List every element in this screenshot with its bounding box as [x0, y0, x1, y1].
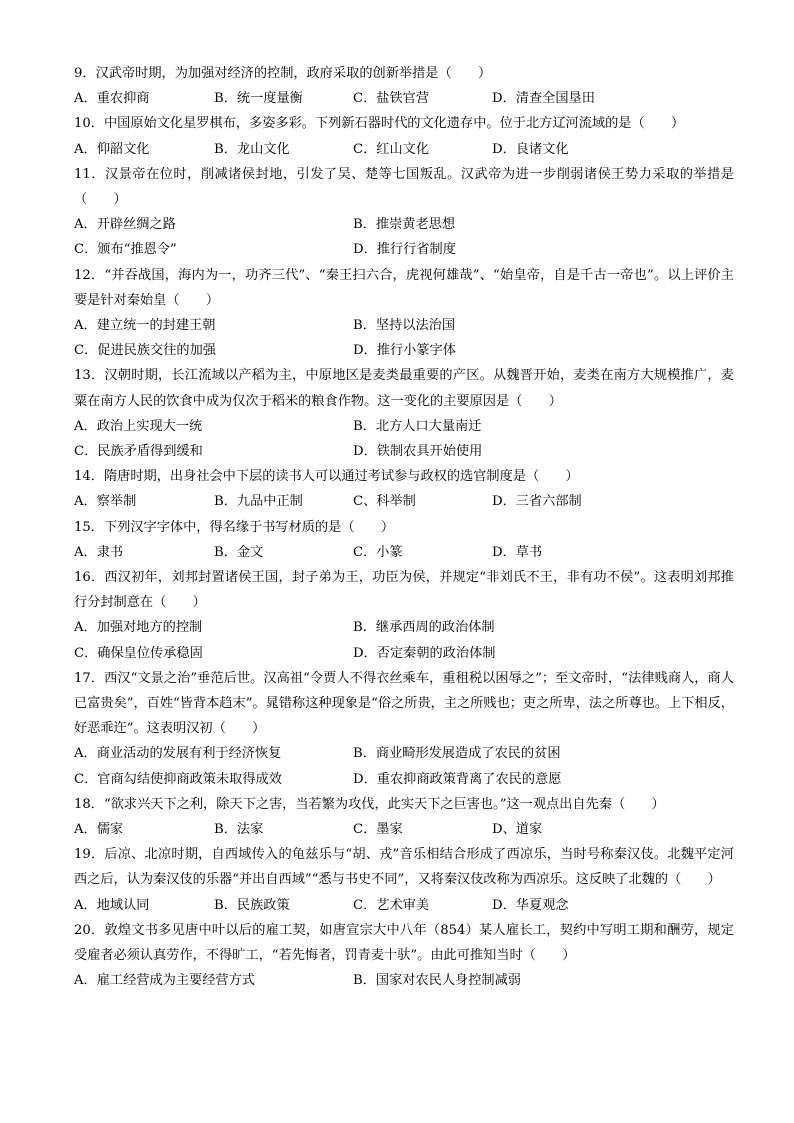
options-grid	[74, 212, 734, 262]
option-d: D．良诸文化	[492, 141, 569, 157]
option-b: B．继承西周的政治体制	[353, 620, 495, 636]
option-c: C．墨家	[353, 822, 403, 838]
options-row	[74, 893, 734, 918]
question-stem: 15．下列汉字字体中，得名缘于书写材质的是（ ）	[74, 519, 395, 535]
option-d: D．否定秦朝的政治体制	[353, 645, 496, 661]
option-a: A．建立统一的封建王朝	[74, 318, 216, 333]
question-stem: 16．西汉初年，刘邦封置诸侯王国，封子弟为王，功臣为侯，并规定“非刘氏不王，非有功不侯”。这表明刘邦推行分封制意在（ ）	[74, 570, 734, 611]
option-a: A．儒家	[74, 822, 124, 838]
option-a: A．隶书	[74, 544, 124, 560]
option-b: B．民族政策	[214, 897, 290, 913]
option-d: D．三省六部制	[492, 494, 582, 510]
question-13	[74, 363, 734, 464]
option-c: C．官商勾结使抑商政策未取得成效	[74, 771, 282, 787]
options-grid	[74, 968, 734, 993]
option-b: B．国家对农民人身控制减弱	[353, 973, 521, 989]
option-c: C．红山文化	[353, 141, 430, 157]
question-stem: 18．“欲求兴天下之利，除天下之害，当若繁为攻伐，此实天下之巨害也。”这一观点出自先秦（ ）	[74, 796, 665, 812]
question-11	[74, 162, 734, 263]
option-a: A．政治上实现大一统	[74, 418, 203, 434]
option-d: D．清查全国垦田	[492, 91, 595, 107]
question-stem: 17．西汉“文景之治”垂范后世。汉高祖“令贾人不得衣丝乘车，重租税以困辱之”；至文帝时，“法律贱商人，商人已富贵矣”，百姓“皆背本趋末”。晁错称这种现象是“俗之所贵，主之所贱也；吏之所卑，法之所尊也。上下相反，好恶乖迕”。这表明汉初（ ）	[74, 670, 734, 737]
option-d: D．华夏观念	[492, 897, 569, 913]
question-stem: 19．后凉、北凉时期，自西域传入的龟兹乐与“胡、戎”音乐相结合形成了西凉乐，当时号称秦汉伎。北魏平定河西之后，认为秦汉伎的乐器“并出自西域”“悉与书史不同”，又将秦汉伎改称为西凉乐。这反映了北魏的（ ）	[74, 847, 734, 888]
question-12	[74, 263, 734, 364]
option-a: A．地域认同	[74, 897, 150, 913]
option-a: A．开辟丝绸之路	[74, 217, 176, 233]
option-c: C．颁布“推恩令”	[74, 242, 177, 258]
option-c: C．民族矛盾得到缓和	[74, 444, 203, 460]
question-18	[74, 792, 734, 842]
option-b: B．商业畸形发展造成了农民的贫困	[353, 746, 561, 762]
option-c: C．促进民族交往的加强	[74, 343, 216, 359]
option-c: C、科举制	[353, 494, 416, 510]
option-c: C．小篆	[353, 544, 403, 560]
option-b: B．推崇黄老思想	[353, 217, 456, 233]
question-stem: 11．汉景帝在位时，削减诸侯封地，引发了吴、楚等七国叛乱。汉武帝为进一步削弱诸侯王势力采取的举措是（ ）	[74, 166, 734, 207]
question-stem: 14．隋唐时期，出身社会中下层的读书人可以通过考试参与政权的选官制度是（ ）	[74, 469, 579, 485]
question-9	[74, 61, 734, 111]
option-d: D．铁制农具开始使用	[353, 444, 483, 460]
option-d: D．推行小篆字体	[353, 343, 456, 359]
option-c: C．盐铁官营	[353, 91, 430, 107]
option-d: D．草书	[492, 544, 543, 560]
question-15	[74, 515, 734, 565]
option-a: A．雇工经营成为主要经营方式	[74, 973, 255, 989]
option-b: B．法家	[214, 822, 264, 838]
options-row	[74, 817, 734, 842]
option-b: B．金文	[214, 544, 264, 560]
options-row	[74, 137, 734, 162]
options-grid	[74, 741, 734, 791]
option-a: A．加强对地方的控制	[74, 620, 203, 636]
question-10	[74, 111, 734, 161]
option-a: A．重农抑商	[74, 91, 150, 107]
option-b: B．统一度量衡	[214, 91, 303, 107]
question-stem: 10．中国原始文化星罗棋布，多姿多彩。下列新石器时代的文化遗存中。位于北方辽河流域的是（ ）	[74, 116, 685, 132]
options-row	[74, 540, 734, 565]
question-stem: 12．“并吞战国，海内为一，功齐三代”、“秦王扫六合，虎视何雄哉”、“始皇帝，自是千古一帝也”。以上评价主要是针对秦始皇（ ）	[74, 267, 734, 308]
question-16	[74, 565, 734, 666]
option-a: A．商业活动的发展有利于经济恢复	[74, 746, 282, 762]
option-c: C．艺术审美	[353, 897, 430, 913]
option-d: D、道家	[492, 822, 543, 838]
option-d: D．重农抑商政策背离了农民的意愿	[353, 771, 562, 787]
option-d: D．推行行省制度	[353, 242, 456, 258]
question-20	[74, 918, 734, 994]
option-c: C．确保皇位传承稳固	[74, 645, 203, 661]
option-a: A．察举制	[74, 494, 137, 510]
question-stem: 13．汉朝时期，长江流域以产稻为主，中原地区是麦类最重要的产区。从魏晋开始，麦类在南方大规模推广，麦粟在南方人民的饮食中成为仅次于稻米的粮食作物。这一变化的主要原因是（ ）	[74, 368, 734, 409]
options-grid	[74, 615, 734, 665]
option-b: B．北方人口大量南迁	[353, 418, 482, 434]
options-grid	[74, 313, 734, 363]
question-19	[74, 842, 734, 918]
question-17	[74, 666, 734, 792]
option-a: A．仰韶文化	[74, 141, 150, 157]
option-b: B．坚持以法治国	[353, 318, 456, 333]
option-b: B．龙山文化	[214, 141, 290, 157]
options-row	[74, 86, 734, 111]
options-grid	[74, 414, 734, 464]
question-stem: 20．敦煌文书多见唐中叶以后的雇工契，如唐宣宗大中八年（854）某人雇长工，契约中写明工期和酬劳，规定受雇者必须认真劳作，不得旷工，“若先悔者，罚青麦十驮”。由此可推知当时（ ）	[74, 922, 734, 964]
options-row	[74, 489, 734, 514]
question-stem: 9．汉武帝时期，为加强对经济的控制，政府采取的创新举措是（ ）	[74, 66, 492, 81]
question-14	[74, 464, 734, 514]
option-b: B．九品中正制	[214, 494, 303, 510]
